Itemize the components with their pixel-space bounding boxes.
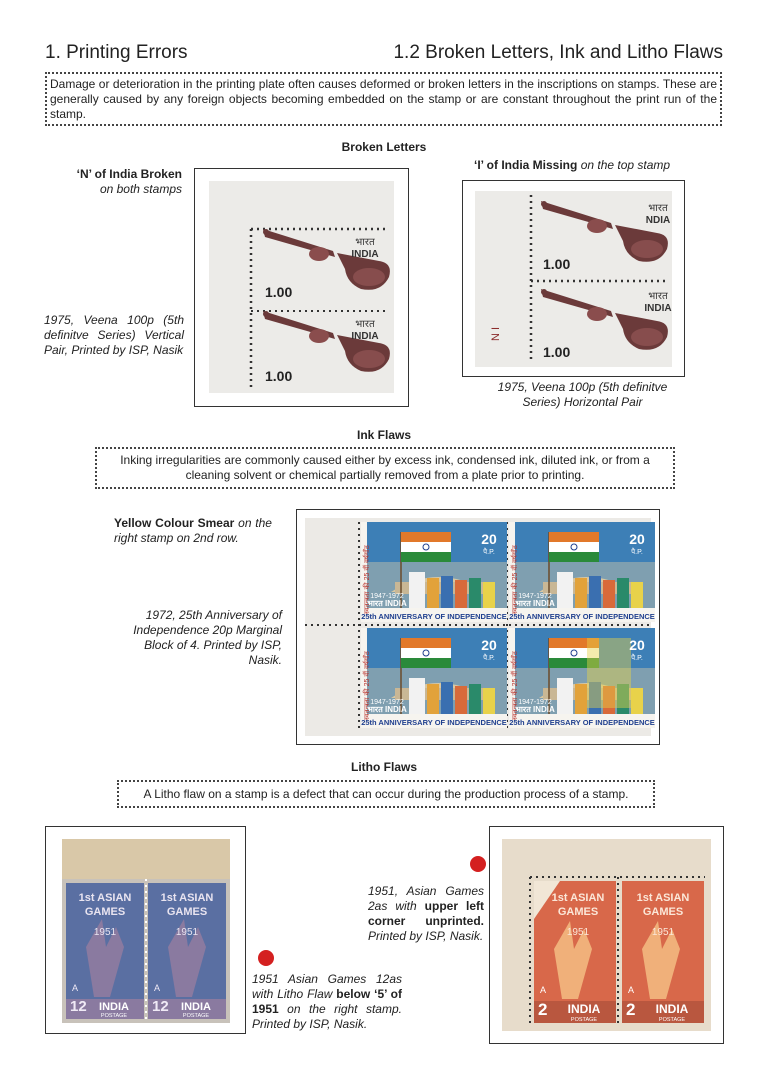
veena-horizontal-pair-image [463,181,684,376]
litho-right-stamp2-line1: 1st ASIAN [636,892,690,904]
veena-right-top-script: भारत [648,203,668,214]
veena-bottom-script: भारत [355,319,375,330]
veena-top-country: INDIA [351,249,379,260]
stamp-tl-unit: पै.P. [483,549,495,556]
page-section-title: 1. Printing Errors [45,42,188,63]
veena-right-bottom-script: भारत [648,291,668,302]
veena-bottom-country: INDIA [351,331,379,342]
red-marker-dot [258,950,274,966]
litho-left-stamp2-postage: POSTAGE [182,1013,210,1019]
litho-left-stamp1-country: INDIA [99,1001,129,1013]
veena-top-script: भारत [355,237,375,248]
veena-right-bottom-value: 1.00 [543,344,571,360]
stamp-tr-value: 20 [629,531,645,547]
litho-right-stamp2-country: INDIA [655,1002,689,1016]
veena-right-top-country: NDIA [645,215,671,226]
stamp-br-country: भारत INDIA [515,705,555,714]
broken-letters-heading: Broken Letters [341,140,427,154]
litho-right-stamp1-line2: GAMES [557,906,599,918]
broken-left-note: ‘N’ of India Broken on both stamps [76,167,182,196]
stamp-tl-country: भारत INDIA [367,599,407,608]
stamp-tl-years: 1947-1972 [370,593,404,600]
ink-flaw-note: Yellow Colour Smear on the right stamp on 2nd row. [114,516,272,545]
page-subsection-title: 1.2 Broken Letters, Ink and Litho Flaws [393,42,723,63]
litho-left-stamp2-line2: GAMES [166,906,208,918]
litho-right-stamp2-value: 2 [626,1000,636,1019]
litho-left-stamp1-value: 12 [70,998,87,1015]
litho-left-stamp1-line2: GAMES [84,906,126,918]
litho-right-stamp2-suffix: A [628,985,635,995]
litho-left-stamp1-year: 1951 [93,927,117,938]
veena-right-bottom-country: INDIA [644,303,672,314]
litho-left-caption: 1951 Asian Games 12as with Litho Flaw below ‘5’ of 1951 on the right stamp. Printed by ISP, Nasik. [252,972,402,1031]
stamp-br-banner: 25th ANNIVERSARY OF INDEPENDENCE [509,718,655,727]
stamp-tr-years: 1947-1972 [518,593,552,600]
intro-paragraph: Damage or deterioration in the printing plate often causes deformed or broken letters in the inscriptions on stamps. These are generally caused by any foreign objects becoming embedded on the stamp or are constant throughout the print run of the stamp. [45,72,722,126]
veena-bottom-value: 1.00 [265,368,293,384]
stamp-bl-unit: पै.P. [483,655,495,662]
veena-top-value: 1.00 [265,284,293,300]
stamp-tr-banner: 25th ANNIVERSARY OF INDEPENDENCE [509,612,655,621]
stamp-tr-side-text: स्वतन्त्रता की 25 वीं वर्षगाँठ [512,545,519,614]
litho-right-caption: 1951, Asian Games 2as with upper left corner unprinted. Printed by ISP, Nasik. [368,884,484,943]
litho-right-stamp1-suffix: A [540,985,547,995]
litho-right-stamp1-year: 1951 [566,927,590,938]
litho-left-stamp2-year: 1951 [175,927,199,938]
asian-games-12as-image [46,827,245,1033]
litho-right-stamp2-line2: GAMES [642,906,684,918]
stamp-tl-banner: 25th ANNIVERSARY OF INDEPENDENCE [361,612,507,621]
stamp-tl-side-text: स्वतन्त्रता की 25 वीं वर्षगाँठ [364,545,371,614]
veena-horizontal-pair-frame [462,180,685,377]
litho-right-stamp2-year: 1951 [651,927,675,938]
independence-block-image [297,510,659,744]
litho-left-stamp2-line1: 1st ASIAN [160,892,214,904]
veena-vertical-pair-image [195,169,408,406]
stamp-tl-value: 20 [481,531,497,547]
stamp-tr-country: भारत INDIA [515,599,555,608]
litho-right-stamp1-line1: 1st ASIAN [551,892,605,904]
veena-right-top-value: 1.00 [543,256,571,272]
stamp-bl-banner: 25th ANNIVERSARY OF INDEPENDENCE [361,718,507,727]
margin-control-mark: N I [490,326,502,341]
asian-games-2as-frame [489,826,724,1044]
independence-block-frame [296,509,660,745]
stamp-br-side-text: स्वतन्त्रता की 25 वीं वर्षगाँठ [512,651,519,720]
broken-right-caption: 1975, Veena 100p (5th definitve Series) Horizontal Pair [497,380,668,409]
stamp-tr-unit: पै.P. [631,549,643,556]
veena-vertical-pair-frame [194,168,409,407]
litho-flaws-description: A Litho flaw on a stamp is a defect that can occur during the production process of a stamp. [117,780,655,808]
stamp-bl-years: 1947-1972 [370,699,404,706]
stamp-br-value: 20 [629,637,645,653]
stamp-bl-value: 20 [481,637,497,653]
litho-left-stamp1-line1: 1st ASIAN [78,892,132,904]
litho-left-stamp1-postage: POSTAGE [100,1013,128,1019]
ink-flaws-description: Inking irregularities are commonly caused either by excess ink, condensed ink, diluted ink, or from a cleaning solvent or chemical partially removed from a plate prior to printing. [95,447,675,489]
litho-right-stamp1-value: 2 [538,1000,548,1019]
litho-right-stamp1-country: INDIA [567,1002,601,1016]
litho-left-stamp2-value: 12 [152,998,169,1015]
asian-games-2as-image [490,827,723,1043]
stamp-bl-country: भारत INDIA [367,705,407,714]
broken-left-caption: 1975, Veena 100p (5th definitve Series) Vertical Pair, Printed by ISP, Nasik [44,313,184,357]
broken-right-note: ‘I’ of India Missing on the top stamp [474,158,671,172]
litho-left-stamp2-country: INDIA [181,1001,211,1013]
litho-right-stamp1-postage: POSTAGE [570,1017,598,1023]
stamp-br-years: 1947-1972 [518,699,552,706]
ink-flaws-heading: Ink Flaws [356,428,412,442]
litho-left-stamp2-suffix: A [154,983,161,993]
stamp-bl-side-text: स्वतन्त्रता की 25 वीं वर्षगाँठ [364,651,371,720]
asian-games-12as-frame [45,826,246,1034]
stamp-br-unit: पै.P. [631,655,643,662]
litho-right-stamp2-postage: POSTAGE [658,1017,686,1023]
litho-left-stamp1-suffix: A [72,983,79,993]
red-marker-dot [470,856,486,872]
ink-flaw-caption: 1972, 25th Anniversary of Independence 20p Marginal Block of 4. Printed by ISP, Nasik. [133,608,282,667]
litho-flaws-heading: Litho Flaws [351,760,417,774]
